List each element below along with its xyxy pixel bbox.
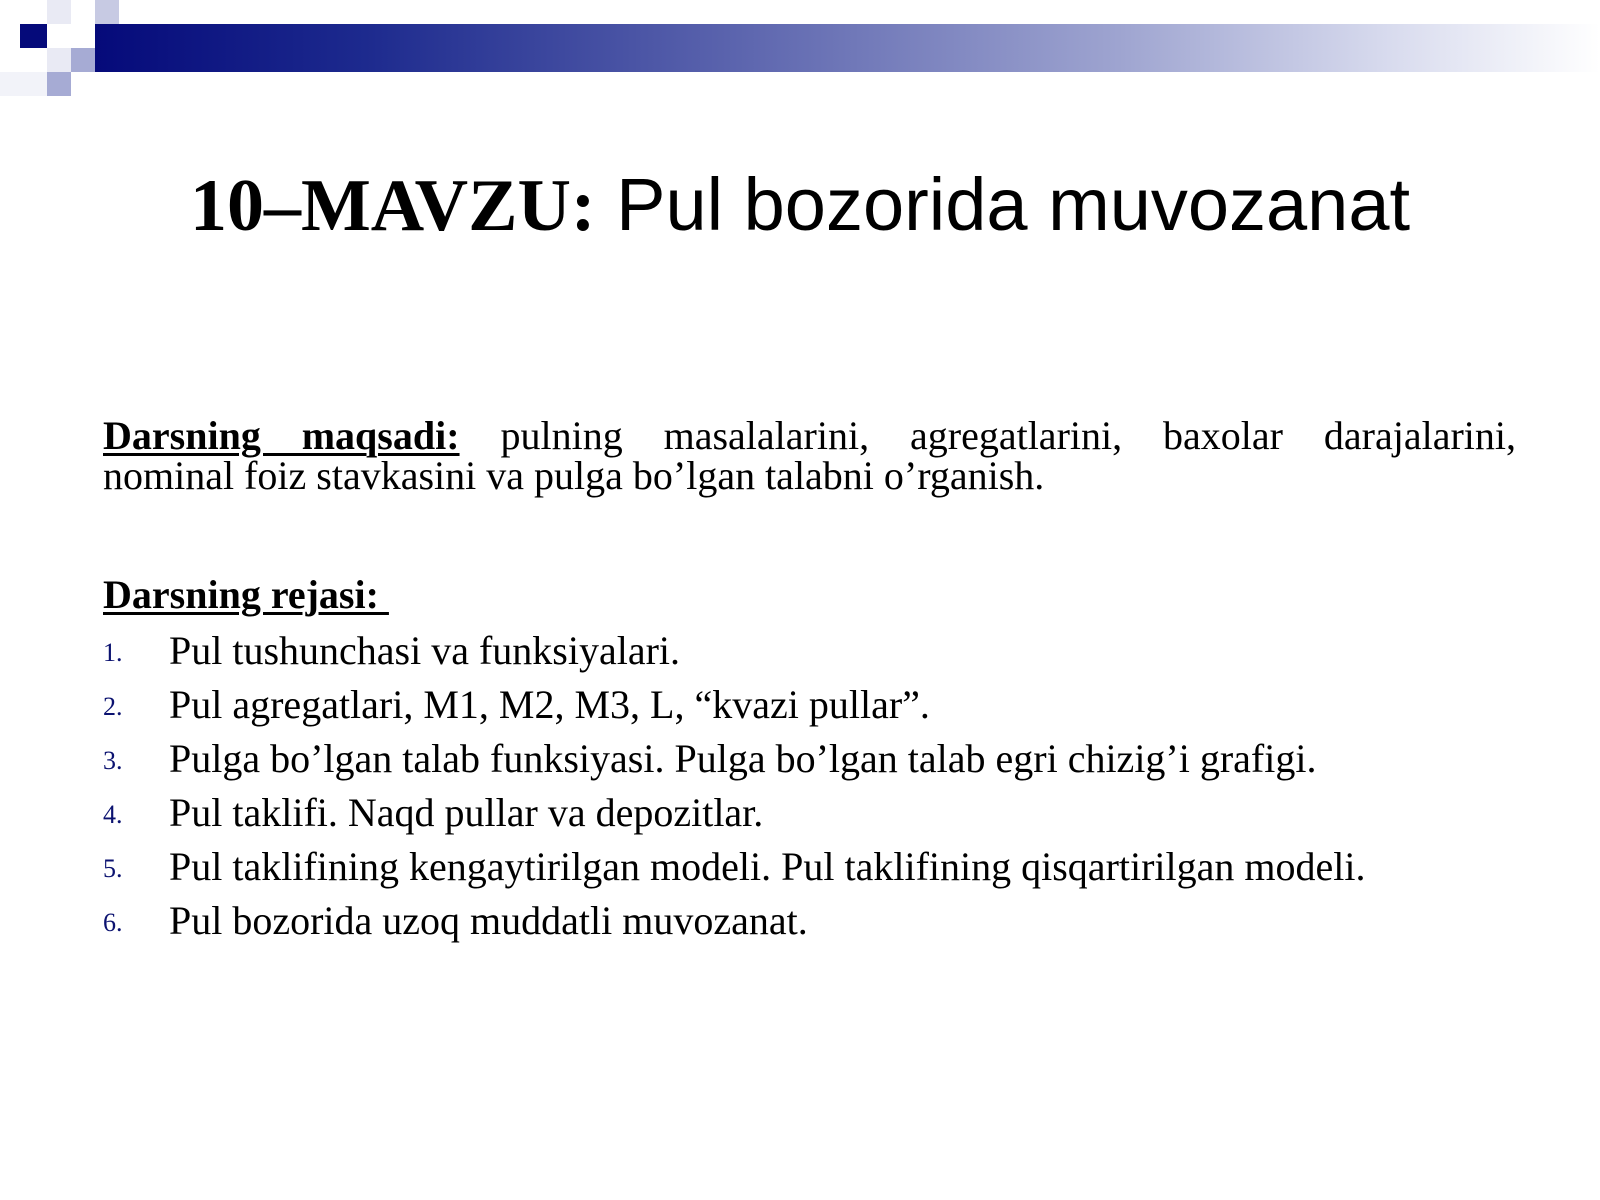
lesson-plan-heading: Darsning rejasi: [103,572,389,617]
lesson-goal-label: Darsning maqsadi: [103,413,460,458]
list-item-number: 2. [103,692,123,721]
lesson-goal [103,413,1516,498]
list-item-text: Pul agregatlari, M1, M2, M3, L, “kvazi pullar”. [169,682,930,727]
slide-title-main: Pul bozorida muvozanat [595,163,1411,246]
list-item-text: Pul tushunchasi va funksiyalari. [169,628,681,673]
decor-square [20,24,47,48]
decor-square [71,0,95,24]
decor-square [47,72,71,96]
slide-title-prefix: 10–MAVZU: [189,165,596,247]
decor-square [0,72,47,96]
decor-square [71,48,95,72]
list-item-number: 3. [103,746,123,775]
list-item-number: 4. [103,800,123,829]
list-item-text: Pul taklifining kengaytirilgan modeli. Pul taklifining qisqartirilgan modeli. [169,844,1366,889]
list-item-text: Pul bozorida uzoq muddatli muvozanat. [169,898,808,943]
list-item-text: Pulga bo’lgan talab funksiyasi. Pulga bo’lgan talab egri chizig’i grafigi. [169,736,1317,781]
list-item-number: 6. [103,908,123,937]
header-gradient-band [95,24,1600,72]
list-item-number: 1. [103,638,123,667]
slide-title [60,160,1540,251]
decor-square [95,0,119,24]
decor-square [47,48,71,72]
list-item-text: Pul taklifi. Naqd pullar va depozitlar. [169,790,764,835]
lesson-goal-line-1 [103,413,1516,458]
list-item-number: 5. [103,854,123,883]
lesson-goal-line-2: nominal foiz stavkasini va pulga bo’lgan talabni o’rganish. [103,453,1045,498]
lesson-goal-text-1: pulning masalalarini, agregatlarini, baxolar darajalarini, [459,413,1516,458]
decor-square [47,0,71,24]
